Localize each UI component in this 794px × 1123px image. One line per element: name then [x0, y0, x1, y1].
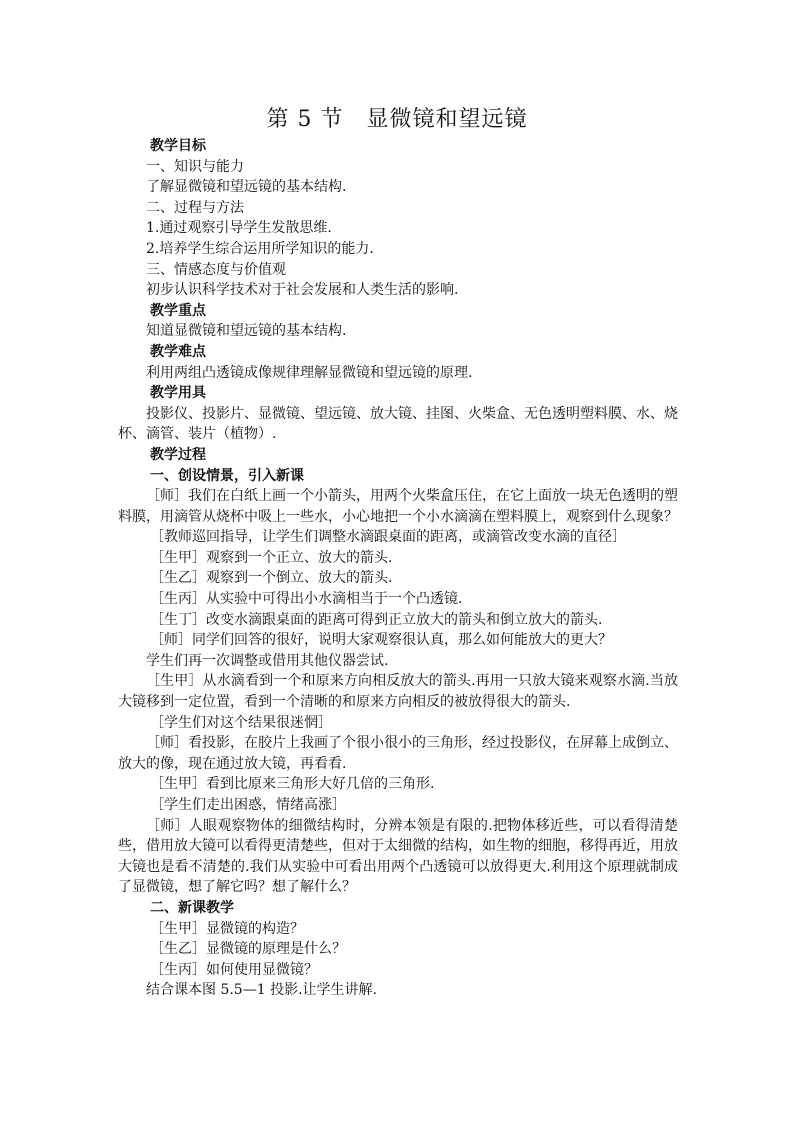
subsection-heading: 二、过程与方法 [146, 199, 244, 216]
dialogue-line: ［生甲］观察到一个正立、放大的箭头. [150, 549, 393, 566]
dialogue-line: ［生甲］从水滴看到一个和原来方向相反放大的箭头.再用一只放大镜来观察水滴.当放大镜移到一定位置，看到一个清晰的和原来方向相反的被放得很大的箭头. [118, 673, 678, 711]
dialogue-line: ［生丙］从实验中可得出小水滴相当于一个凸透镜. [150, 591, 463, 608]
section-heading-process: 教学过程 [150, 446, 206, 463]
subsection-heading: 三、情感态度与价值观 [146, 261, 286, 278]
section-heading-difficult: 教学难点 [150, 343, 206, 360]
dialogue-line: ［学生们对这个结果很迷惘］ [150, 714, 332, 731]
list-item: 2.培养学生综合运用所学知识的能力. [146, 240, 374, 257]
section-heading-key: 教学重点 [150, 302, 206, 319]
dialogue-line: ［师］人眼观察物体的细微结构时，分辨本领是有限的.把物体移近些，可以看得清楚些，借用放大镜可以看得更清楚些，但对于太细微的结构，如生物的细胞，移得再近，用放大镜也是看不清楚的.我们从实验中可看出用两个凸透镜可以放得更大.利用这个原理就制成了显微镜，想了解它吗？想了解什么？ [118, 817, 678, 896]
subsection-heading-intro: 一、创设情景，引入新课 [150, 467, 304, 484]
tools-paragraph: 投影仪、投影片、显微镜、望远镜、放大镜、挂图、火柴盒、无色透明塑料膜、水、烧杯、滴管、装片（植物）. [118, 405, 678, 443]
section-heading-goals: 教学目标 [150, 138, 206, 154]
subsection-heading: 一、知识与能力 [146, 158, 244, 175]
page-title: 第 5 节 显微镜和望远镜 [266, 107, 528, 132]
dialogue-line: ［生甲］看到比原来三角形大好几倍的三角形. [150, 776, 435, 793]
body-text: 知道显微镜和望远镜的基本结构. [146, 323, 347, 340]
dialogue-line: ［教师巡回指导，让学生们调整水滴跟桌面的距离，或滴管改变水滴的直径］ [150, 529, 626, 546]
dialogue-line: ［师］同学们回答的很好，说明大家观察很认真，那么如何能放大的更大？ [150, 632, 612, 649]
body-text: 初步认识科学技术对于社会发展和人类生活的影响. [146, 282, 459, 299]
dialogue-line: ［生丁］改变水滴跟桌面的距离可得到正立放大的箭头和倒立放大的箭头. [150, 611, 603, 628]
subsection-heading-new-lesson: 二、新课教学 [150, 899, 234, 916]
dialogue-line: ［生乙］观察到一个倒立、放大的箭头. [150, 570, 393, 587]
document-body [118, 136, 678, 1001]
dialogue-line: 学生们再一次调整或借用其他仪器尝试. [146, 652, 389, 669]
list-item: 1.通过观察引导学生发散思维. [146, 220, 332, 237]
dialogue-line: ［生乙］显微镜的原理是什么？ [150, 941, 346, 958]
dialogue-line: ［师］看投影，在胶片上我画了个很小很小的三角形，经过投影仪，在屏幕上成倒立、放大的像，现在通过放大镜，再看看. [118, 735, 678, 772]
dialogue-line: ［师］我们在白纸上画一个小箭头，用两个火柴盒压住，在它上面放一块无色透明的塑料膜，用滴管从烧杯中吸上一些水，小心地把一个小水滴滴在塑料膜上，观察到什么现象？ [118, 488, 678, 525]
dialogue-line: ［生丙］如何使用显微镜？ [150, 961, 318, 978]
section-heading-tools: 教学用具 [150, 385, 206, 402]
body-text: 了解显微镜和望远镜的基本结构. [146, 179, 347, 196]
dialogue-line: ［学生们走出困惑，情绪高涨］ [150, 797, 346, 813]
dialogue-line: ［生甲］显微镜的构造？ [150, 920, 304, 937]
dialogue-line: 结合课本图 5.5—1 投影.让学生讲解. [146, 982, 377, 999]
body-text: 利用两组凸透镜成像规律理解显微镜和望远镜的原理. [146, 364, 473, 381]
